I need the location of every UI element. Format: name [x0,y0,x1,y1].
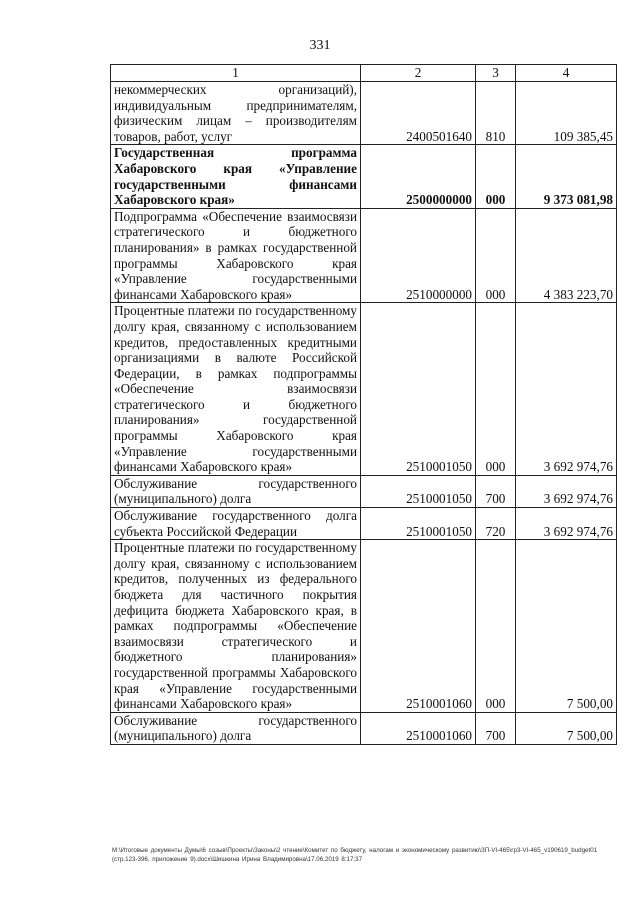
row-target-code: 2510001050 [361,303,476,476]
row-target-code: 2510001060 [361,540,476,713]
row-target-code: 2500000000 [361,145,476,208]
row-target-code: 2510001050 [361,508,476,540]
table-row [111,540,617,713]
row-description: Обслуживание государственного (муниципального) долга [111,475,361,507]
table-row [111,508,617,540]
row-description: Обслуживание государственного долга субъекта Российской Федерации [111,508,361,540]
row-description: Подпрограмма «Обеспечение взаимосвязи стратегического и бюджетного планирования» в рамках государственной программы Хабаровского края «Управление государственными финансами Хабаровского края» [111,208,361,303]
row-description: Обслуживание государственного (муниципального) долга [111,712,361,744]
row-expense-type: 000 [476,540,516,713]
header-cell-4: 4 [516,65,617,82]
row-expense-type: 000 [476,208,516,303]
row-expense-type: 700 [476,712,516,744]
row-expense-type: 720 [476,508,516,540]
row-amount: 3 692 974,76 [516,508,617,540]
row-description: Процентные платежи по государственному долгу края, связанному с использованием кредитов, полученных из федерального бюджета для частичного покрытия дефицита бюджета Хабаровского края, в рамках подпрограммы «Обеспечение взаимосвязи стратегического и бюджетного планирования» государственной программы Хабаровского края «Управление государственными финансами Хабаровского края» [111,540,361,713]
row-amount: 3 692 974,76 [516,303,617,476]
row-expense-type: 000 [476,303,516,476]
table-row [111,82,617,145]
table-row [111,145,617,208]
row-amount: 7 500,00 [516,540,617,713]
table-row [111,303,617,476]
row-expense-type: 810 [476,82,516,145]
file-path-footer: M:\Итоговые документы Думы\6 созыв\Проекты\Законы\2 чтение\Комитет по бюджету, налогам и экономическому развитию\ЗП-VI-465\гр3-VI-465_v190619_budget01 (стр.123-396, приложение 9).docx\Шишкина Ирина Владимировна\17.06.2019 8:17:37 [112,847,598,863]
row-target-code: 2510001050 [361,475,476,507]
header-cell-1: 1 [111,65,361,82]
row-description: Государственная программа Хабаровского края «Управление государственными финансами Хабаровского края» [111,145,361,208]
row-target-code: 2510000000 [361,208,476,303]
page-number: 331 [309,38,331,53]
budget-table [110,64,617,745]
header-row [111,65,617,82]
row-expense-type: 700 [476,475,516,507]
row-amount: 4 383 223,70 [516,208,617,303]
table-row [111,208,617,303]
row-amount: 9 373 081,98 [516,145,617,208]
row-amount: 7 500,00 [516,712,617,744]
row-amount: 109 385,45 [516,82,617,145]
row-amount: 3 692 974,76 [516,475,617,507]
row-description: некоммерческих организаций), индивидуальным предпринимателям, физическим лицам – производителям товаров, работ, услуг [111,82,361,145]
table-row [111,712,617,744]
header-cell-3: 3 [476,65,516,82]
row-target-code: 2510001060 [361,712,476,744]
row-target-code: 2400501640 [361,82,476,145]
row-expense-type: 000 [476,145,516,208]
row-description: Процентные платежи по государственному долгу края, связанному с использованием кредитов, предоставленных кредитными организациями в валюте Российской Федерации, в рамках подпрограммы «Обеспечение взаимосвязи стратегического и бюджетного планирования» государственной программы Хабаровского края «Управление государственными финансами Хабаровского края» [111,303,361,476]
header-cell-2: 2 [361,65,476,82]
table-row [111,475,617,507]
